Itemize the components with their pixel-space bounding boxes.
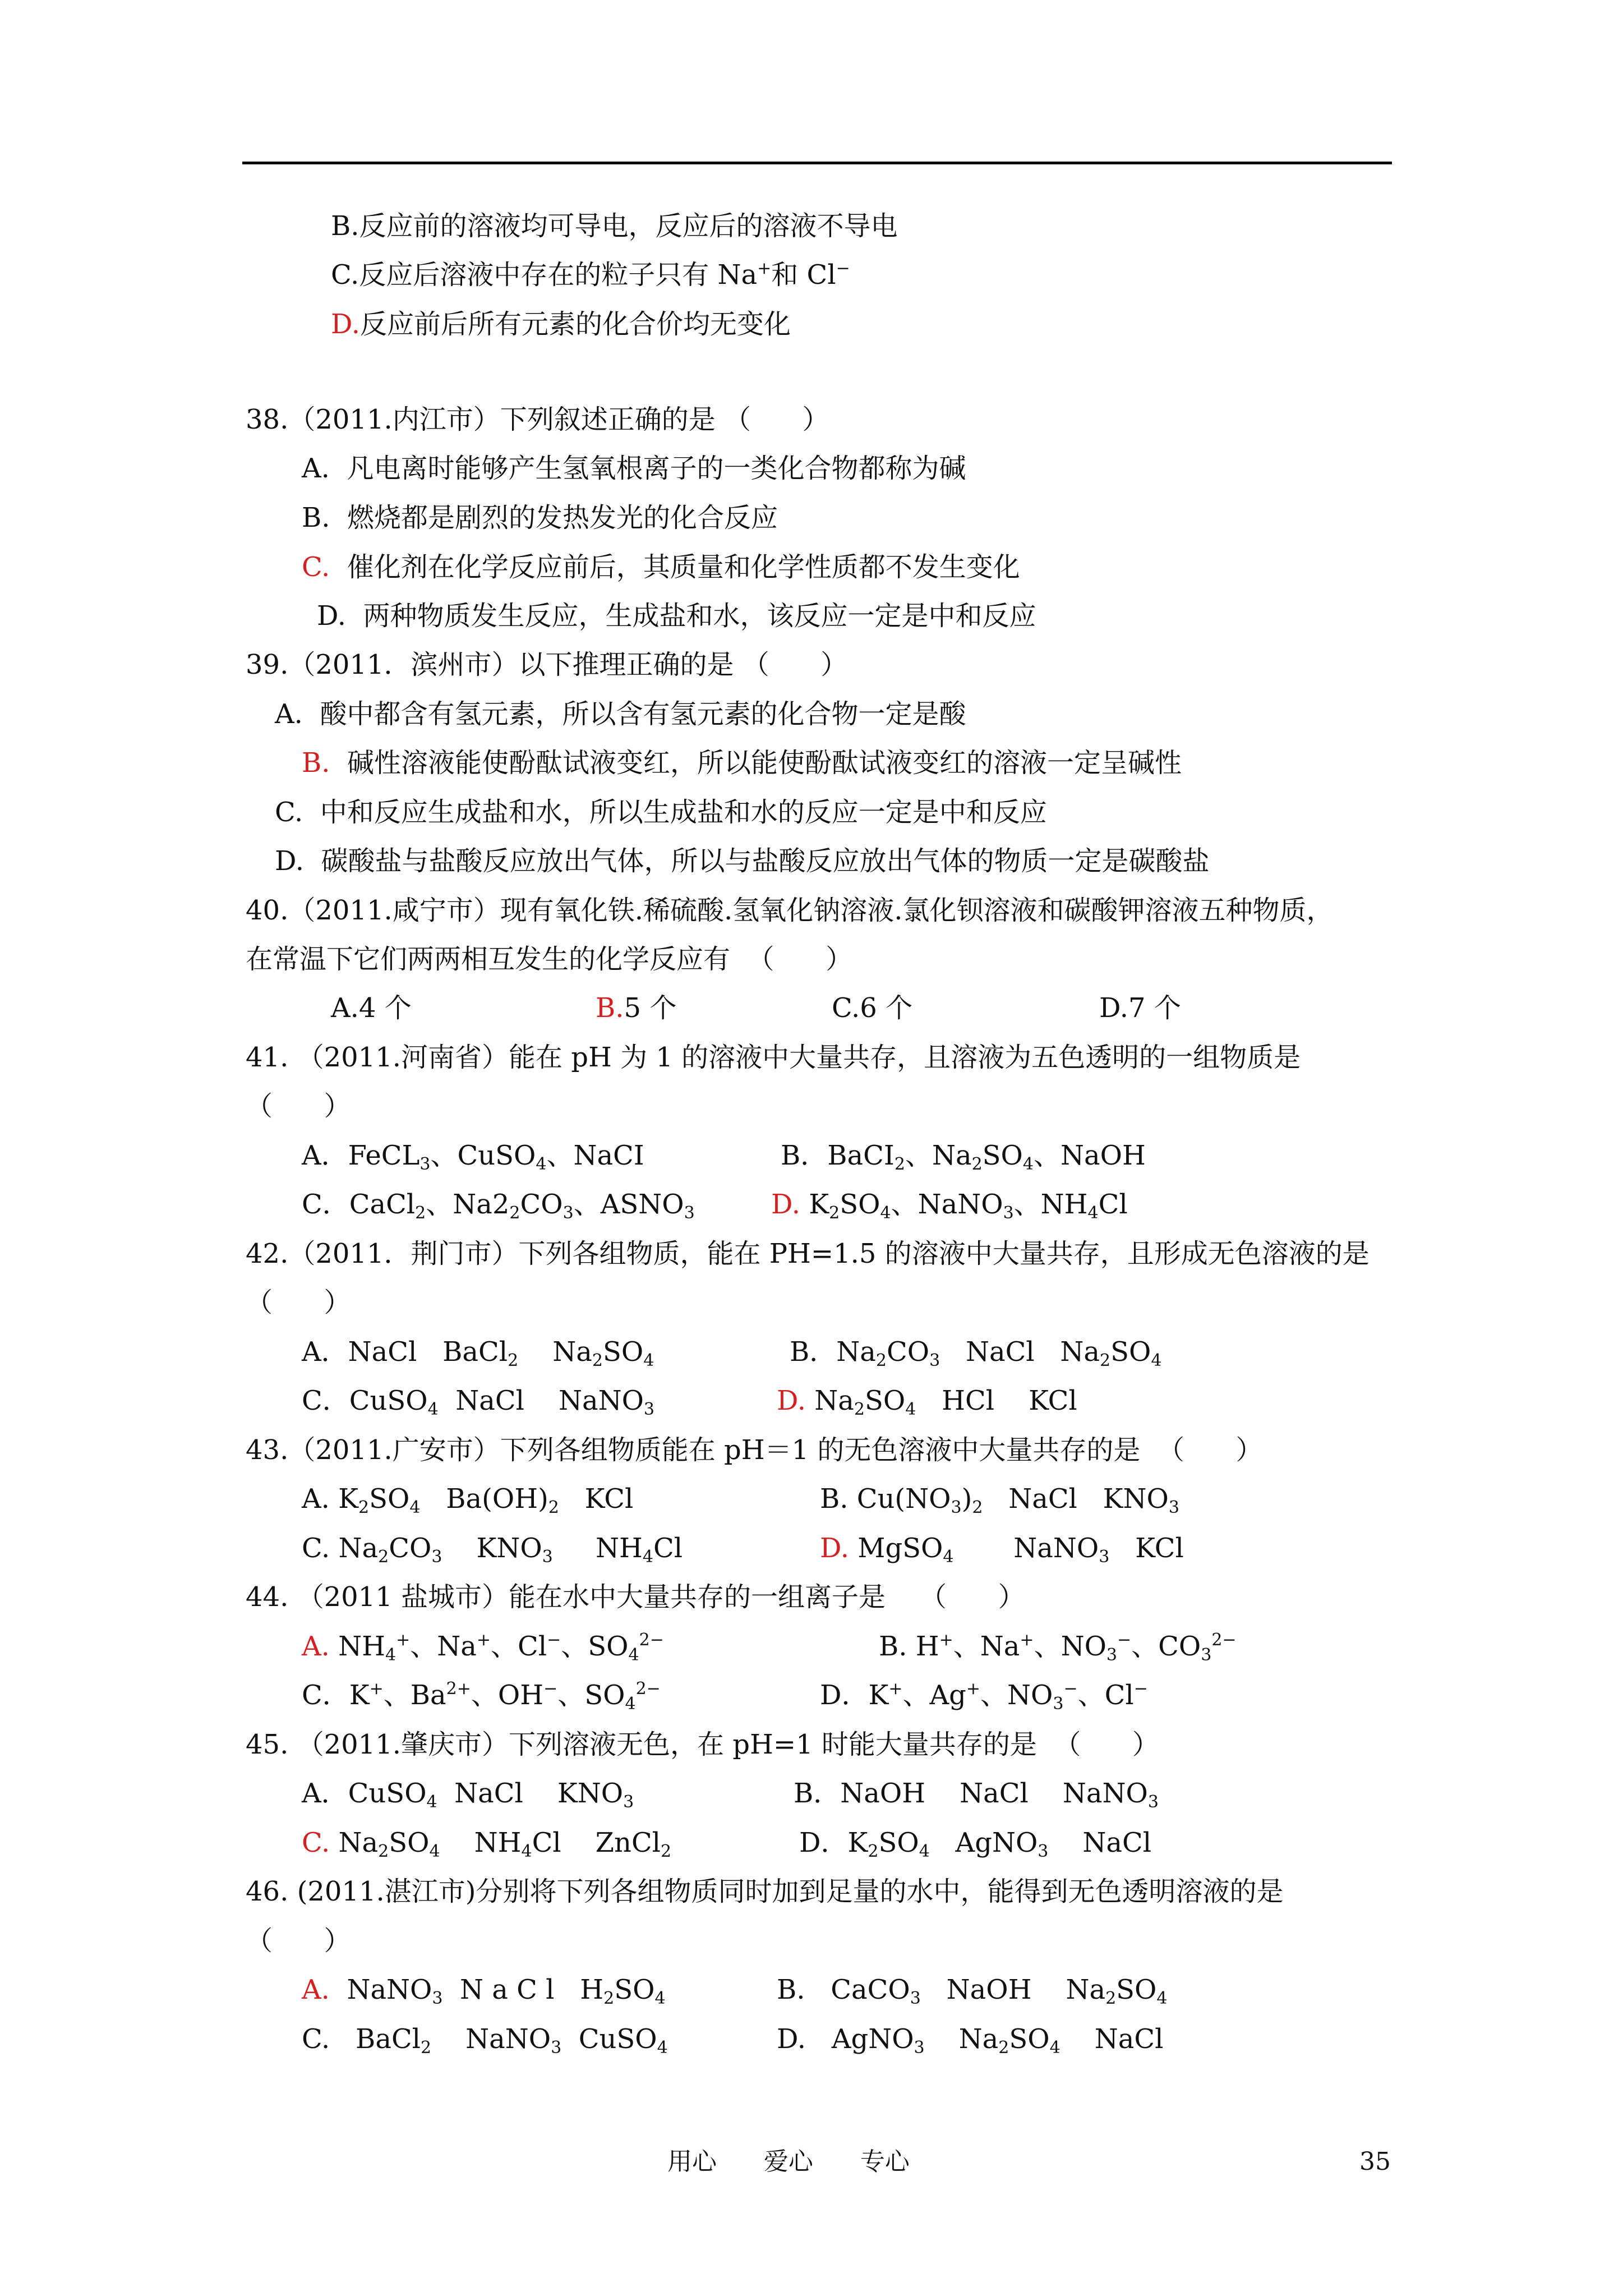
q41-stem-line2: （ ） [246,1091,351,1122]
answer-mark: D. [331,309,361,340]
q46-stem-line1: 46. (2011.湛江市)分别将下列各组物质同时加到足量的水中，能得到无色透明溶液的是 [246,1876,1284,1907]
q38-option-d: D. 两种物质发生反应，生成盐和水，该反应一定是中和反应 [317,600,1036,632]
q39-stem: 39.（2011．滨州市）以下推理正确的是 （ ） [246,649,848,680]
q44-option-c: C．K+、$Ba^{2+}$、OH−、$SO_4^{2-}$ [302,1679,661,1714]
q45-stem: 45. （2011.肇庆市）下列溶液无色，在 pH=1 时能大量共存的是 （ ） [246,1729,1159,1760]
q43-stem: 43.（2011.广安市）下列各组物质能在 pH＝1 的无色溶液中大量共存的是 （ ） [246,1434,1263,1466]
q41-option-a: A．FeCL$_3$、CuSO$_4$、NaCI [302,1140,644,1174]
q38-option-c: C. 催化剂在化学反应前后，其质量和化学性质都不发生变化 [302,551,1020,583]
q39-option-a: A. 酸中都含有氢元素，所以含有氢元素的化合物一定是酸 [275,698,966,730]
q43-option-a: A. $K_2SO_4$ $Ba(OH)_2$ KCl [302,1483,634,1517]
q42-option-a: A．NaCl BaCl$_2$ $Na_2SO_4$ [302,1336,654,1370]
q38-option-b: B. 燃烧都是剧烈的发热发光的化合反应 [302,502,778,533]
q40-option-b: B.5 个 [596,992,677,1024]
q46-stem-line2: （ ） [246,1925,351,1957]
q40-option-c: C.6 个 [832,992,913,1024]
answer-mark: D. [771,1189,801,1220]
q43-option-b: B. $Cu(NO_3)_2$ NaCl $KNO_3$ [820,1483,1179,1517]
q44-option-a: A. $NH_4^+$、Na+、Cl−、$SO_4^{2-}$ [302,1630,664,1665]
q46-option-a: A. NaNO$_3$ N a C l $H_2SO_4$ [302,1974,666,2008]
page-number: 35 [1359,2147,1391,2176]
q45-option-b: B．NaOH NaCl NaNO$_3$ [794,1778,1159,1812]
q42-option-d: D. $Na_2SO_4$ HCl KCl [777,1385,1077,1419]
q44-stem: 44. （2011 盐城市）能在水中大量共存的一组离子是 （ ） [246,1581,1025,1613]
q45-option-c: C. $Na_2SO_4$ $NH_4Cl$ ZnCl$_2$ [302,1827,672,1861]
q40-option-d: D.7 个 [1099,992,1181,1024]
answer-mark: D. [820,1533,850,1564]
answer-mark: C. [302,1827,330,1858]
q41-option-d: D. $K_2SO_4$、NaNO$_3$、$NH_4Cl$ [771,1189,1128,1223]
q46-option-b: B. CaCO$_3$ NaOH $Na_2SO_4$ [777,1974,1168,2008]
q42-stem-line1: 42.（2011．荆门市）下列各组物质，能在 PH=1.5 的溶液中大量共存，且形成无色溶液的是 [246,1238,1370,1269]
answer-mark: D. [777,1385,806,1416]
q45-option-a: A．CuSO$_4$ NaCl $KNO_3$ [302,1778,634,1812]
q40-stem-line2: 在常温下它们两两相互发生的化学反应有 （ ） [246,944,853,975]
footer-motto: 用心 爱心 专心 [667,2147,910,2176]
q41-stem-line1: 41. （2011.河南省）能在 pH 为 1 的溶液中大量共存，且溶液为五色透明的一组物质是 [246,1042,1301,1073]
answer-mark: B. [302,747,330,779]
answer-mark: C. [302,551,330,583]
q44-option-b: B. H+、Na+、$NO_3^-$、$CO_3^{2-}$ [879,1630,1237,1665]
q46-option-d: D. AgNO$_3$ $Na_2SO_4$ NaCl [777,2023,1164,2058]
q37-option-d: D.反应前后所有元素的化合价均无变化 [331,309,791,340]
q37-option-b: B.反应前的溶液均可导电，反应后的溶液不导电 [331,210,898,242]
q42-stem-line2: （ ） [246,1287,351,1318]
q41-option-b: B．BaCI$_2$、$Na_2SO_4$、NaOH [781,1140,1146,1174]
header-rule [242,162,1392,164]
q39-option-c: C. 中和反应生成盐和水，所以生成盐和水的反应一定是中和反应 [275,797,1047,828]
q45-option-d: D．$K_2SO_4$ AgNO$_3$ NaCl [799,1827,1152,1861]
q38-stem: 38.（2011.内江市）下列叙述正确的是 （ ） [246,404,829,435]
q41-option-c: C．CaCl$_2$、$Na2_2CO_3$、$ASNO_3$ [302,1189,695,1223]
q46-option-c: C. BaCl$_2$ NaNO$_3$ CuSO$_4$ [302,2023,668,2058]
q40-stem-line1: 40.（2011.咸宁市）现有氧化铁.稀硫酸.氢氧化钠溶液.氯化钡溶液和碳酸钾溶液五种物质， [246,895,1334,926]
q43-option-c: C. $Na_2CO_3$ $KNO_3$ $NH_4Cl$ [302,1533,683,1567]
q40-option-a: A.4 个 [331,992,412,1024]
answer-mark: B. [596,992,624,1024]
q38-option-a: A. 凡电离时能够产生氢氧根离子的一类化合物都称为碱 [302,453,966,484]
q44-option-d: D．K+、Ag+、$NO_3^-$、Cl− [820,1679,1148,1714]
answer-mark: A. [302,1631,330,1662]
q42-option-b: B．$Na_2CO_3$ NaCl $Na_2SO_4$ [790,1336,1162,1370]
q43-option-d: D. MgSO$_4$ NaNO$_3$ KCl [820,1533,1184,1567]
q37-option-c: C.反应后溶液中存在的粒子只有 Na+和 Cl− [331,259,850,291]
answer-mark: A. [302,1974,330,2005]
q39-option-d: D. 碳酸盐与盐酸反应放出气体，所以与盐酸反应放出气体的物质一定是碳酸盐 [275,845,1210,877]
q42-option-c: C．CuSO$_4$ NaCl NaNO$_3$ [302,1385,655,1419]
q39-option-b: B. 碱性溶液能使酚酞试液变红，所以能使酚酞试液变红的溶液一定呈碱性 [302,747,1182,779]
